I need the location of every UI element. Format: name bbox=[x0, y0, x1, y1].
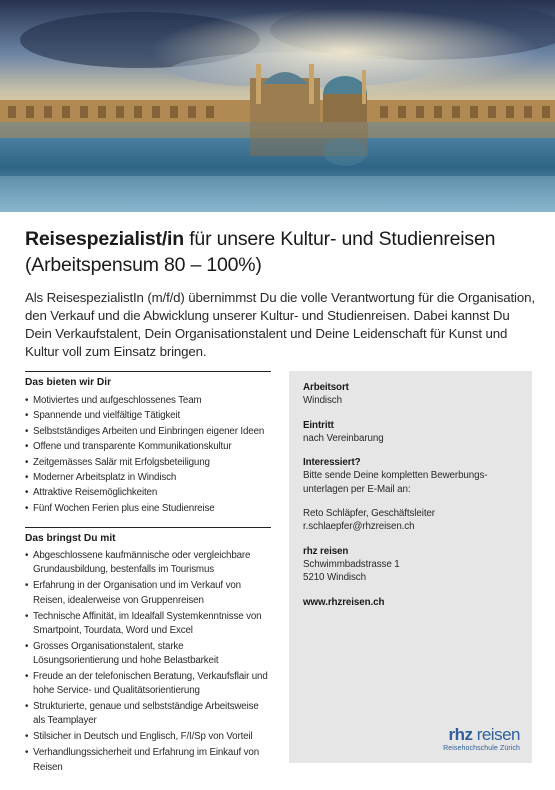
list-item: • Strukturierte, genaue und selbstständige Arbeitsweise als Teamplayer bbox=[25, 700, 271, 728]
list-item: • Spannende und vielfältige Tätigkeit bbox=[25, 408, 271, 423]
list-item: • Freude an der telefonischen Beratung, Verkaufsflair und hohe Service- und Qualitätsorientierung bbox=[25, 670, 271, 698]
list-item: • Offene und transparente Kommunikationskultur bbox=[25, 439, 271, 454]
list-item: • Zeitgemässes Salär mit Erfolgsbeteiligung bbox=[25, 455, 271, 470]
job-title-rest: für unsere Kultur- und Studienreisen bbox=[183, 228, 496, 250]
list-item: • Selbstständiges Arbeiten und Einbringen eigener Ideen bbox=[25, 424, 271, 439]
interest-text: Bitte sende Deine kompletten Bewerbungs-unterlagen per E-Mail an: bbox=[303, 470, 488, 495]
bring-list bbox=[25, 549, 271, 774]
start-label: Eintritt bbox=[303, 419, 334, 431]
job-title-strong: Reisespezialist/in bbox=[25, 228, 184, 250]
city: 5210 Windisch bbox=[303, 572, 366, 584]
list-item: • Motiviertes und aufgeschlossenes Team bbox=[25, 393, 271, 408]
list-item: • Abgeschlossene kaufmännische oder vergleichbare Grundausbildung, bestenfalls im Tourismus bbox=[25, 549, 271, 577]
job-title bbox=[25, 226, 535, 252]
workplace-value: Windisch bbox=[303, 395, 342, 407]
offer-list bbox=[25, 393, 271, 516]
offer-section bbox=[25, 371, 271, 516]
start-value: nach Vereinbarung bbox=[303, 432, 384, 444]
workplace-label: Arbeitsort bbox=[303, 382, 349, 393]
intro-paragraph: Als ReisespezialistIn (m/f/d) übernimmst Du die volle Verantwortung für die Organisation, den Verkauf und die Abwicklung unserer Kultur- und Studienreisen. Dabei kannst Du Dein Verkaufstalent, Dein Organisationstalent und Deine Leidenschaft für Kunst und Kultur voll zum Einsatz bringen. bbox=[25, 290, 535, 359]
bring-heading: Das bringst Du mit bbox=[25, 533, 116, 545]
job-title-block bbox=[25, 226, 535, 278]
company-logo bbox=[443, 726, 520, 753]
logo-wordmark bbox=[443, 726, 520, 744]
list-item: • Attraktive Reisemöglichkeiten bbox=[25, 485, 271, 500]
hero-image bbox=[0, 0, 555, 212]
interest-label: Interessiert? bbox=[303, 457, 361, 469]
start-block bbox=[303, 419, 525, 446]
logo-word-rhz: rhz bbox=[448, 725, 473, 744]
list-item: • Erfahrung in der Organisation und im Verkauf von Reisen, idealerweise von Gruppenreisen bbox=[25, 579, 271, 607]
contact-name: Reto Schläpfer, Geschäftsleiter bbox=[303, 508, 435, 520]
logo-word-reisen: reisen bbox=[472, 725, 520, 744]
list-item: • Verhandlungssicherheit und Erfahrung im Einkauf von Reisen bbox=[25, 746, 271, 774]
requirements-column bbox=[25, 371, 271, 777]
address-block bbox=[303, 545, 525, 585]
info-sidebar bbox=[289, 371, 532, 763]
info-sidebar-content bbox=[303, 381, 525, 620]
job-workload: (Arbeitspensum 80 – 100%) bbox=[25, 254, 262, 276]
interest-block bbox=[303, 456, 525, 496]
list-item: • Moderner Arbeitsplatz in Windisch bbox=[25, 470, 271, 485]
logo-tagline: Reisehochschule Zürich bbox=[443, 745, 520, 752]
list-item: • Stilsicher in Deutsch und Englisch, F/I/Sp von Vorteil bbox=[25, 730, 271, 744]
contact-email[interactable]: r.schlaepfer@rhzreisen.ch bbox=[303, 521, 415, 533]
workplace-block bbox=[303, 381, 525, 408]
website-link[interactable]: www.rhzreisen.ch bbox=[303, 596, 385, 608]
bring-section bbox=[25, 527, 271, 774]
list-item: • Technische Affinität, im Idealfall Systemkenntnisse von Smartpoint, Tourdata, Word und Excel bbox=[25, 610, 271, 638]
street: Schwimmbadstrasse 1 bbox=[303, 558, 400, 570]
list-item: • Fünf Wochen Ferien plus eine Studienreise bbox=[25, 501, 271, 516]
list-item: • Grosses Organisationstalent, starke Lösungsorientierung und hohe Belastbarkeit bbox=[25, 640, 271, 668]
website-block bbox=[303, 596, 525, 609]
company-name: rhz reisen bbox=[303, 545, 349, 557]
mosque-reflection-illustration bbox=[0, 0, 555, 212]
offer-heading: Das bieten wir Dir bbox=[25, 377, 112, 388]
contact-block bbox=[303, 507, 525, 534]
